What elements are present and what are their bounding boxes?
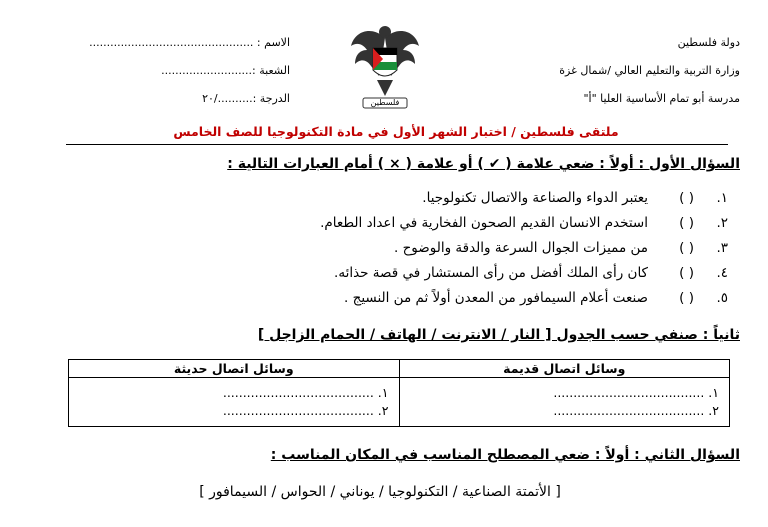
emblem-caption: فلسطين [370,98,400,107]
list-item [344,290,728,306]
classify-heading: ثانياً : صنفي حسب الجدول [ النار / الانترنت / الهاتف / الحمام الزاجل ] [257,327,740,343]
item-text: من مميزات الجوال السرعة والدقة والوضوح . [394,240,648,256]
palestine-emblem [349,16,421,116]
item-text: صنعت أعلام السيمافور من المعدن أولاً ثم من النسيج . [344,290,648,306]
answer-box[interactable]: ( ) [679,265,694,281]
answer-box[interactable]: ( ) [679,290,694,306]
item-text: يعتبر الدواء والصناعة والاتصال تكنولوجيا. [422,190,648,206]
list-item [394,240,728,256]
header-school: مدرسة أبو تمام الأساسية العليا "أ" [583,92,740,105]
list-item [334,265,728,281]
header-divider [66,144,728,145]
grade-field: الدرجة :........../٢٠ [202,92,290,105]
question1-heading: السؤال الأول : أولاً : ضعي علامة ( ✔ ) أو علامة ( × ) أمام العبارات التالية : [227,156,740,172]
item-number: ٤. [716,265,728,281]
header-ministry: وزارة التربية والتعليم العالي /شمال غزة [559,64,740,77]
item-text: استخدم الانسان القديم الصحون الفخارية في اعداد الطعام. [320,215,648,231]
item-text: كان رأى الملك أفضل من رأى المستشار في قصة حذائه. [334,265,648,281]
item-number: ١. [716,190,728,206]
table-row [69,378,730,427]
column-header-old: وسائل اتصال قديمة [399,360,730,378]
answer-line: ١. ...................................... [553,385,719,400]
section-field: الشعبة :.......................... [161,64,290,77]
item-number: ٥. [716,290,728,306]
answer-line: ٢. ...................................... [222,403,389,418]
answer-line: ١. ...................................... [222,385,389,400]
word-bank: [ الأتمتة الصناعية / التكنولوجيا / يوناني / الحواس / السيمافور ] [199,484,561,500]
answer-box[interactable]: ( ) [679,240,694,256]
name-field: الاسم : ............................................... [89,36,290,49]
answer-line: ٢. ...................................... [553,403,719,418]
question2-heading: السؤال الثاني : أولاً : ضعي المصطلح المناسب في المكان المناسب : [270,447,740,463]
column-header-new: وسائل اتصال حديثة [69,360,400,378]
new-means-cell[interactable] [69,378,400,427]
item-number: ٣. [716,240,728,256]
exam-subtitle: ملتقى فلسطين / اختبار الشهر الأول في مادة التكنولوجيا للصف الخامس [173,124,619,139]
item-number: ٢. [716,215,728,231]
list-item [320,215,728,231]
classification-table [68,359,730,427]
answer-box[interactable]: ( ) [679,190,694,206]
list-item [422,190,728,206]
old-means-cell[interactable] [399,378,730,427]
answer-box[interactable]: ( ) [679,215,694,231]
header-country: دولة فلسطين [677,36,740,49]
